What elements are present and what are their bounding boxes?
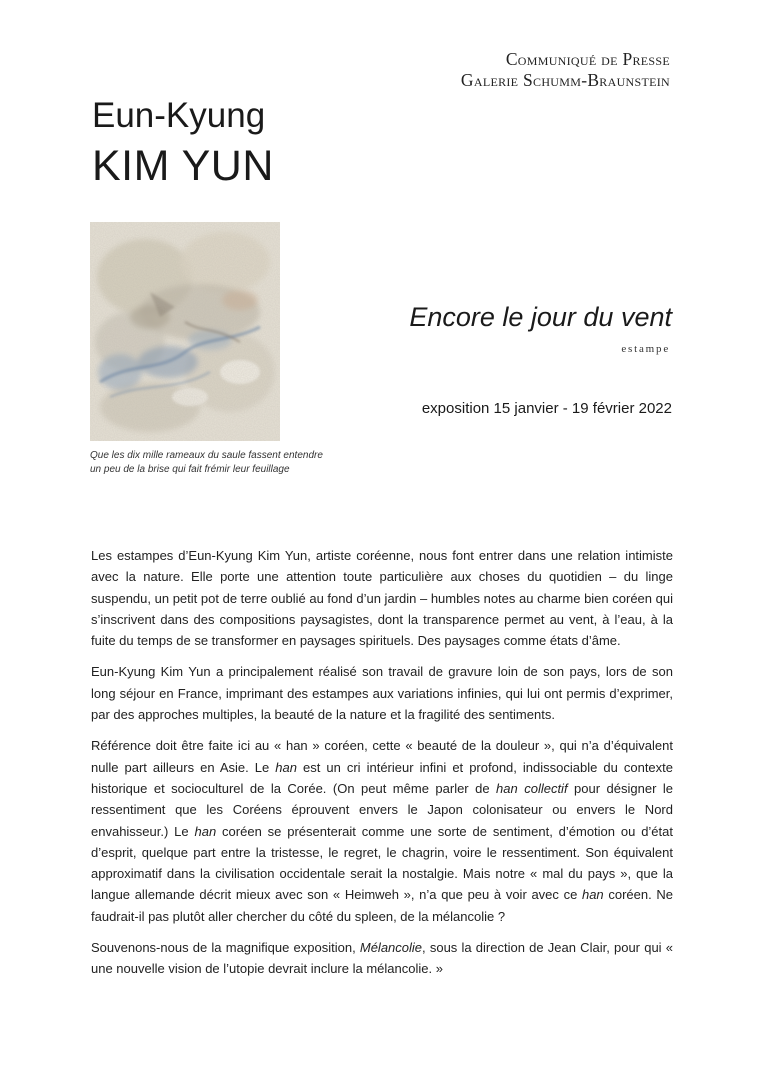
exhibition-title: Encore le jour du vent bbox=[409, 302, 672, 332]
text-run: Souvenons-nous de la magnifique exposition, bbox=[91, 940, 360, 956]
text-run: pour désigner le ressentiment que les Coréens éprouvent envers le Japon colonisateur ou envers le Nord envahisseur.) Le bbox=[91, 780, 673, 839]
emphasis: han bbox=[581, 887, 604, 903]
artist-first-name: Eun-Kyung bbox=[92, 96, 266, 135]
text-run: coréen. Ne faudrait-il pas plutôt aller chercher du côté du spleen, de la mélancolie ? bbox=[91, 887, 673, 924]
caption-line: Que les dix mille rameaux du saule fassent entendre bbox=[90, 450, 323, 461]
emphasis: han collectif bbox=[496, 780, 568, 796]
text-run: Référence doit être faite ici au « han » coréen, cette « beauté de la douleur », qui n’a d’équivalent nulle part ailleurs en Asie. Le bbox=[91, 738, 673, 775]
emphasis: Mélancolie bbox=[359, 940, 423, 956]
paragraph bbox=[91, 735, 673, 927]
press-release-label: Communiqué de Presse bbox=[505, 49, 670, 69]
paragraph: Les estampes d’Eun-Kyung Kim Yun, artiste coréenne, nous font entrer dans une relation intimiste avec la nature. Elle porte une attention toute particulière aux choses du quotidien – du linge suspendu, un petit pot de terre oublié au fond d’un jardin – humbles notes au charme bien coréen qui s’inscrivent dans des compositions paysagistes, dont la transparence permet au vent, à l’eau, à la fuite du temps de se transformer en paysages spirituels. Des paysages comme états d’âme. bbox=[91, 548, 673, 649]
artist-last-name: KIM YUN bbox=[92, 142, 274, 190]
paragraph bbox=[91, 937, 673, 980]
text-run: , sous la direction de Jean Clair, pour qui « une nouvelle vision de l’utopie devrait inclure la mélancolie. » bbox=[91, 940, 673, 977]
paragraph: Eun-Kyung Kim Yun a principalement réalisé son travail de gravure loin de son pays, lors de son long séjour en France, imprimant des estampes aux variations infinies, qui lui ont permis d’exprimer, par des approches multiples, la beauté de la nature et la fragilité des sentiments. bbox=[91, 664, 673, 723]
body-text bbox=[91, 545, 673, 990]
artwork-caption bbox=[90, 449, 323, 476]
exhibition-medium: estampe bbox=[621, 343, 670, 355]
artwork-image bbox=[90, 222, 280, 441]
emphasis: han bbox=[275, 759, 297, 775]
text-run: coréen se présenterait comme une sorte de sentiment, d’émotion ou d’état d’esprit, quelque part entre la tristesse, le regret, le chagrin, voire le ressentiment. Son équivalent approximatif dans la civilisation occidentale serait la nostalgie. Mais notre « mal du pays », que la langue allemande décrit mieux avec son « Heimweh », n’a que peu à voir avec ce bbox=[91, 823, 673, 903]
gallery-name: Galerie Schumm-Braunstein bbox=[460, 70, 670, 90]
exhibition-dates: exposition 15 janvier - 19 février 2022 bbox=[421, 400, 672, 417]
caption-line: un peu de la brise qui fait frémir leur feuillage bbox=[90, 463, 290, 475]
text-run: est un cri intérieur infini et profond, indissociable du contexte historique et socioculturel de la Corée. (On peut même parler de bbox=[91, 759, 673, 796]
emphasis: han bbox=[194, 823, 217, 839]
